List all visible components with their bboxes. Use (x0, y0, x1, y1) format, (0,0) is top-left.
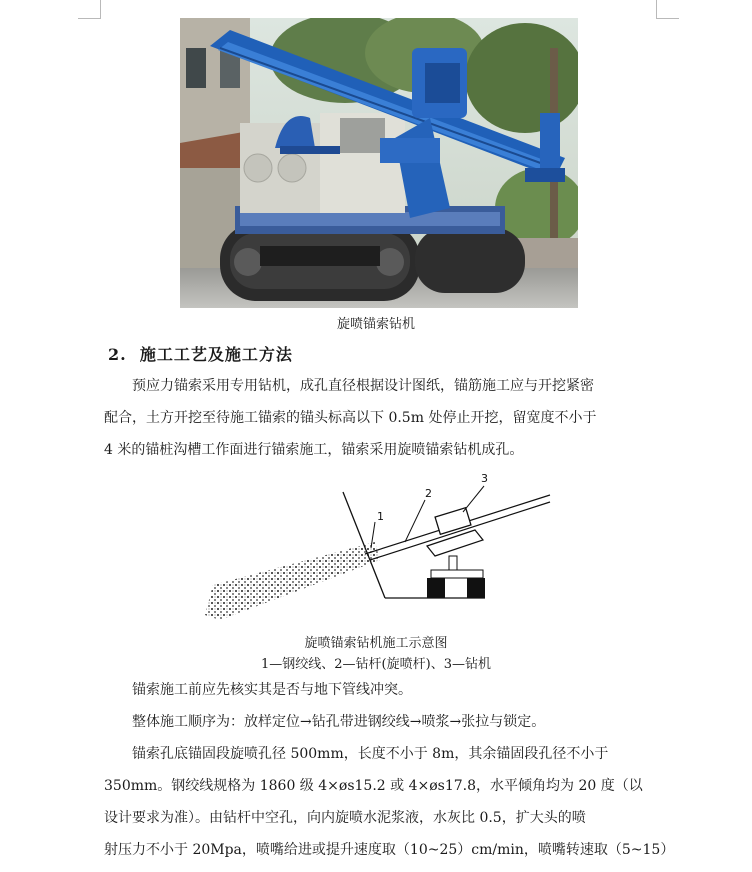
paragraph-4-line-4: 射压力不小于 20Mpa，喷嘴给进或提升速度取（10~25）cm/min，喷嘴转速取（5~15） (104, 842, 675, 858)
paragraph-4-line-1: 锚索孔底锚固段旋喷孔径 500mm，长度不小于 8m，其余锚固段孔径不小于 (132, 746, 609, 762)
label-2: 2 (425, 487, 432, 500)
paragraph-3 (104, 706, 664, 738)
construction-diagram-svg (205, 470, 555, 630)
paragraph-1-line-3: 4 米的锚桩沟槽工作面进行锚索施工，锚索采用旋喷锚索钻机成孔。 (104, 442, 524, 458)
paragraph-4-line-2: 350mm。钢绞线规格为 1860 级 4×øs15.2 或 4×øs17.8，水平倾角均为 20 度（以 (104, 778, 643, 794)
paragraph-4-line-3: 设计要求为准）。由钻杆中空孔，向内旋喷水泥浆液，水灰比 0.5，扩大头的喷 (104, 810, 586, 826)
paragraph-4 (104, 738, 675, 866)
crop-mark-left (78, 0, 101, 19)
paragraph-2-line: 锚索施工前应先核实其是否与地下管线冲突。 (132, 682, 412, 698)
paragraph-1-line-2: 配合，土方开挖至待施工锚索的锚头标高以下 0.5m 处停止开挖，留宽度不小于 (104, 410, 597, 426)
paragraph-1-line-1: 预应力锚索采用专用钻机，成孔直径根据设计图纸，锚筋施工应与开挖紧密 (132, 378, 594, 394)
section-number: 2. (108, 345, 127, 364)
drill-rig-photo (180, 18, 578, 308)
label-3: 3 (481, 472, 488, 485)
paragraph-2 (104, 674, 664, 706)
label-1: 1 (377, 510, 384, 523)
diagram-legend: 1—钢绞线、2—钻杆(旋喷杆)、3—钻机 (261, 657, 491, 672)
paragraph-3-line: 整体施工顺序为：放样定位→钻孔带进钢绞线→喷浆→张拉与锁定。 (132, 714, 546, 730)
section-title: 施工工艺及施工方法 (139, 345, 293, 364)
section-heading (108, 342, 293, 365)
photo-caption: 旋喷锚索钻机 (336, 317, 415, 332)
diagram-title: 旋喷锚索钻机施工示意图 (304, 636, 448, 651)
drill-rig-illustration (180, 18, 578, 308)
paragraph-1 (104, 370, 664, 466)
crop-mark-right (656, 0, 679, 19)
construction-diagram (205, 470, 555, 630)
